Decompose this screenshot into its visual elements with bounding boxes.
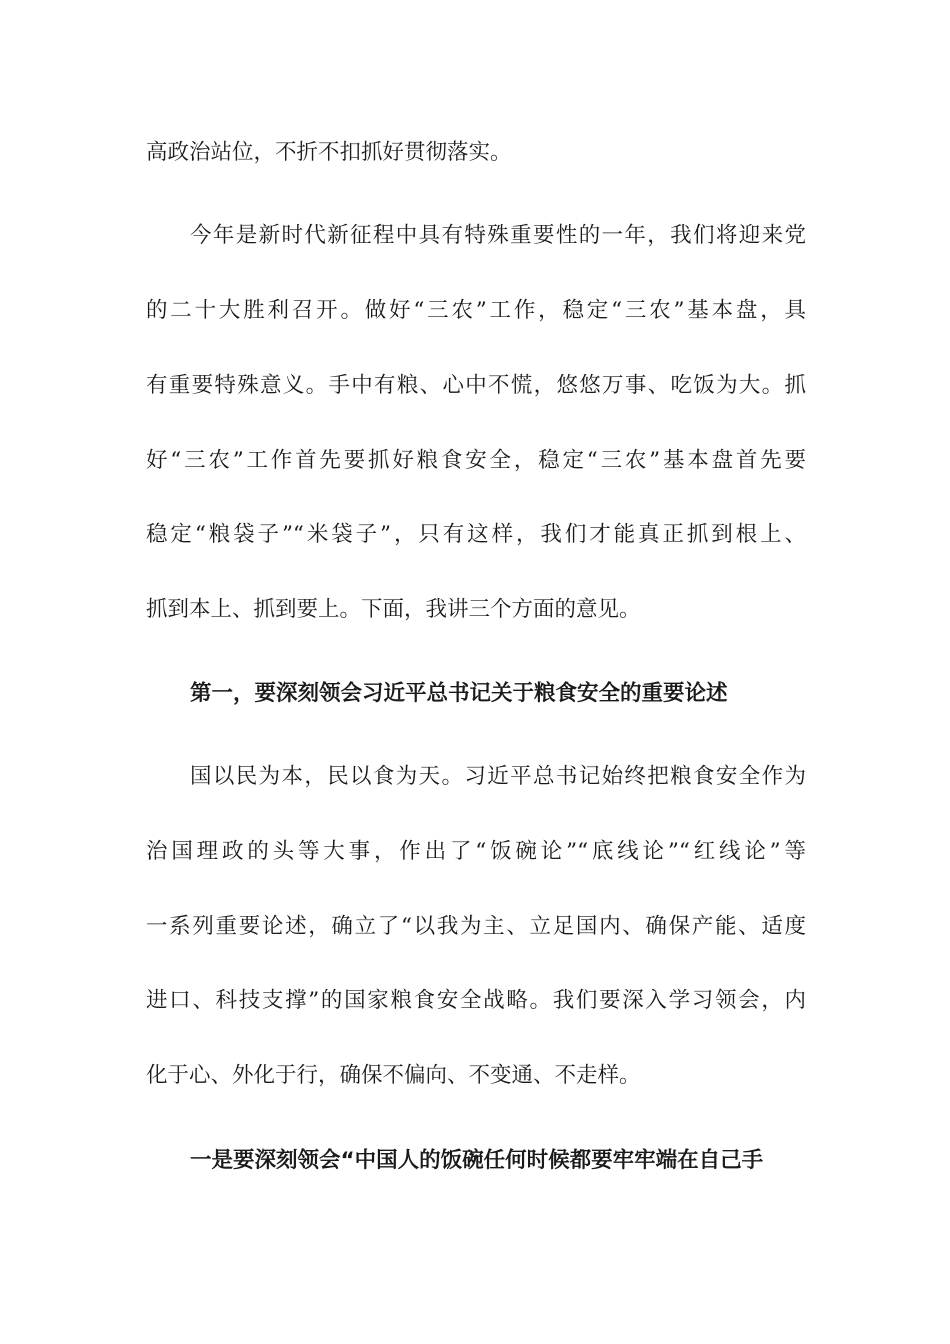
paragraph-line: 国以民为本，民以食为天。习近平总书记始终把粮食安全作为: [190, 764, 806, 789]
paragraph-line: 治国理政的头等大事，作出了“饭碗论”“底线论”“红线论”等: [146, 839, 806, 864]
paragraph-line: 一系列重要论述，确立了“以我为主、立足国内、确保产能、适度: [146, 914, 806, 939]
paragraph-line: 好“三农”工作首先要抓好粮食安全，稳定“三农”基本盘首先要: [146, 448, 806, 473]
section-heading: 第一，要深刻领会习近平总书记关于粮食安全的重要论述: [190, 681, 728, 706]
paragraph-line: 的二十大胜利召开。做好“三农”工作，稳定“三农”基本盘，具: [146, 298, 806, 323]
subsection-heading: 一是要深刻领会“中国人的饭碗任何时候都要牢牢端在自己手: [190, 1148, 764, 1173]
paragraph-line: 今年是新时代新征程中具有特殊重要性的一年，我们将迎来党: [190, 223, 806, 248]
paragraph-line: 进口、科技支撑”的国家粮食安全战略。我们要深入学习领会，内: [146, 988, 806, 1013]
paragraph-line: 高政治站位，不折不扣抓好贯彻落实。: [146, 140, 512, 165]
paragraph-line: 抓到本上、抓到要上。下面，我讲三个方面的意见。: [146, 597, 641, 622]
paragraph-line: 化于心、外化于行，确保不偏向、不变通、不走样。: [146, 1063, 641, 1088]
paragraph-line: 稳定“粮袋子”“米袋子”，只有这样，我们才能真正抓到根上、: [146, 522, 806, 547]
paragraph-line: 有重要特殊意义。手中有粮、心中不慌，悠悠万事、吃饭为大。抓: [146, 373, 806, 398]
